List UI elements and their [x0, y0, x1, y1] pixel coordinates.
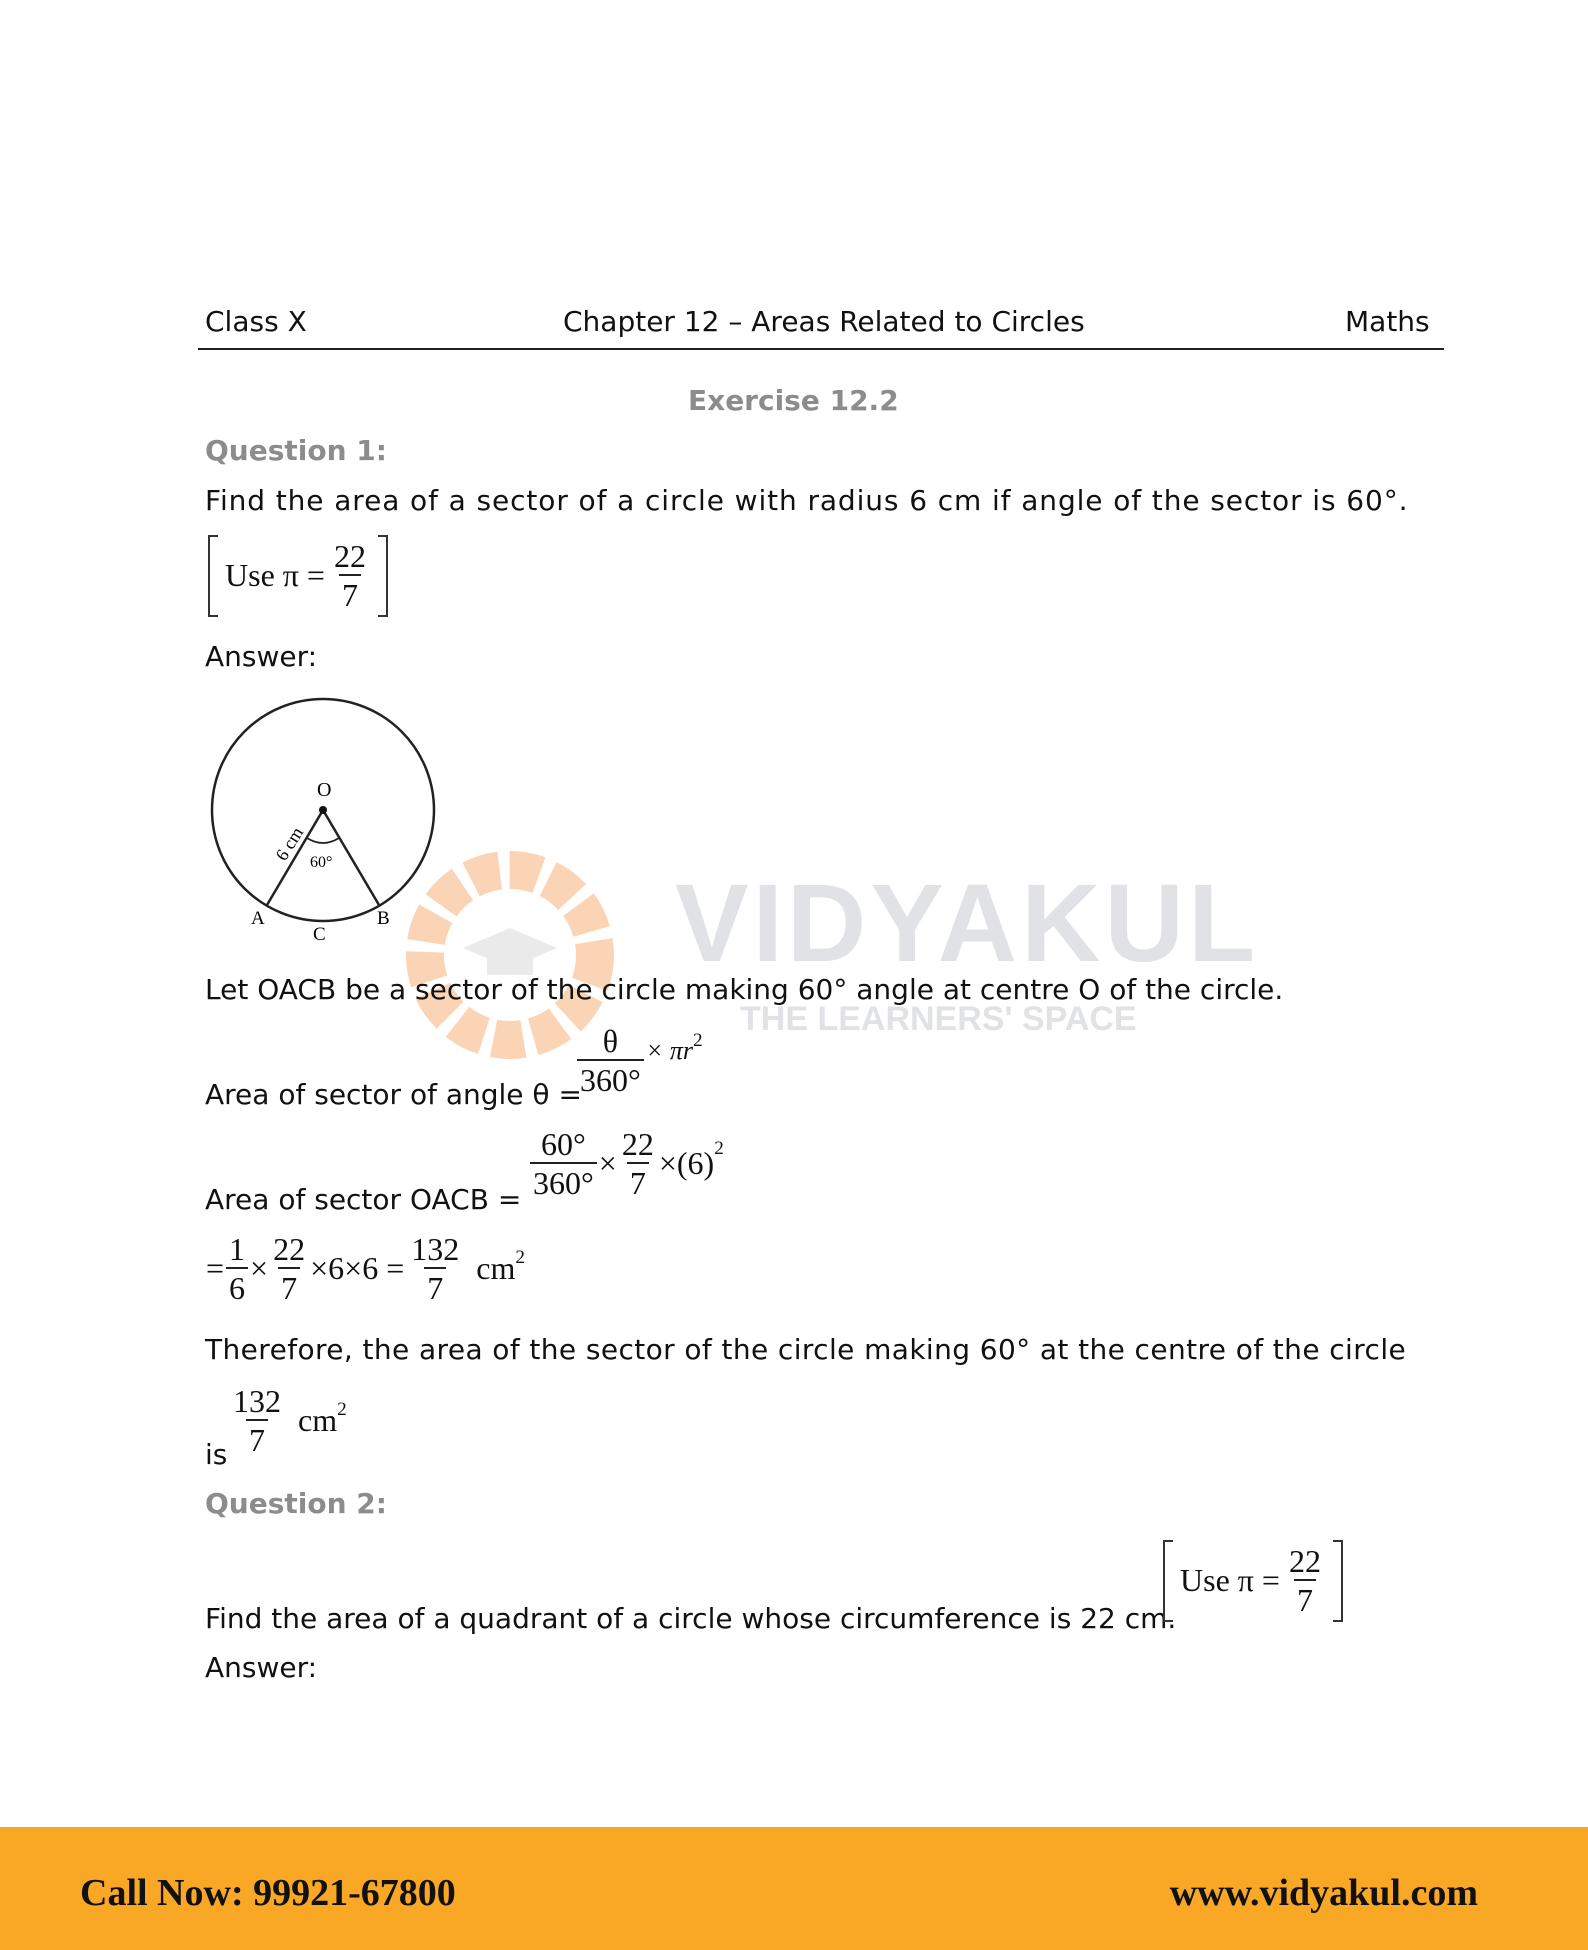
calc-num-2: 22: [273, 1231, 306, 1267]
oacb-den-1: 360°: [530, 1162, 597, 1199]
calc-num-3: 132: [411, 1231, 460, 1267]
question-1-label: Question 1:: [205, 434, 387, 467]
calc-den-2: 7: [278, 1267, 300, 1304]
use-pi-note-2: [1163, 1540, 1343, 1622]
oacb-label: Area of sector OACB =: [205, 1183, 522, 1216]
formula-label: Area of sector of angle θ =: [205, 1078, 582, 1111]
calc-mid: ×6×6 =: [310, 1250, 405, 1286]
calc-unit: cm: [476, 1250, 516, 1286]
result-denominator: 7: [246, 1419, 268, 1456]
use-pi-prefix: Use π =: [225, 557, 325, 593]
oacb-exponent: 2: [714, 1137, 724, 1159]
oacb-num-1: 60°: [541, 1126, 586, 1162]
calc-num-1: 1: [229, 1231, 246, 1267]
formula-exponent: 2: [693, 1029, 703, 1051]
calc-den-1: 6: [226, 1267, 248, 1304]
header-chapter: Chapter 12 – Areas Related to Circles: [563, 305, 1085, 338]
footer-bar: [0, 1827, 1588, 1950]
pi-denominator-2: 7: [1294, 1579, 1316, 1616]
watermark-brand: VIDYAKUL: [675, 862, 1260, 985]
answer-1-label: Answer:: [205, 640, 318, 673]
question-2-text: Find the area of a quadrant of a circle whose circumference is 22 cm.: [205, 1602, 1177, 1635]
conclusion-text: Therefore, the area of the sector of the circle making 60° at the centre of the circle: [205, 1333, 1407, 1366]
label-angle: 60°: [310, 854, 333, 871]
footer-website[interactable]: www.vidyakul.com: [1169, 1872, 1478, 1914]
question-1-text: Find the area of a sector of a circle with radius 6 cm if angle of the sector is 60°.: [205, 484, 1409, 517]
conclusion-is: is: [205, 1438, 228, 1471]
oacb-num-2: 22: [621, 1126, 654, 1162]
calc-equals: =: [206, 1250, 225, 1286]
formula-numerator: θ: [602, 1023, 619, 1059]
result-expression: [228, 1385, 347, 1456]
calculation-line: = $\frac{1}{6}$ × $\frac{22}{7}$ ×6×6 = $\frac{132}{7}$ cm $^2$: [206, 1231, 525, 1306]
header-class: Class X: [205, 305, 307, 338]
pi-numerator: 22: [333, 538, 366, 574]
answer-2-label: Answer:: [205, 1651, 318, 1684]
oacb-tail: ×(6): [658, 1145, 715, 1181]
label-radius: 6 cm: [271, 823, 308, 865]
use-pi-prefix-2: Use π =: [1180, 1562, 1280, 1598]
result-exponent: 2: [337, 1398, 347, 1420]
result-unit: cm: [298, 1402, 338, 1438]
label-c: C: [313, 924, 326, 945]
label-o: O: [317, 779, 332, 801]
oacb-expression: $\frac{60^\circ}{360^\circ}$ × $\frac{22}{7}$ ×(6) $^2$: [528, 1128, 724, 1199]
center-point: [319, 806, 327, 814]
question-2-label: Question 2:: [205, 1487, 387, 1520]
sector-formula: [575, 1025, 703, 1096]
footer-call[interactable]: Call Now: 99921-67800: [80, 1872, 456, 1914]
pi-numerator-2: 22: [1288, 1543, 1321, 1579]
watermark: [395, 840, 1260, 1070]
label-b: B: [377, 908, 390, 929]
result-numerator: 132: [233, 1383, 281, 1419]
sector-figure: [205, 690, 450, 955]
oacb-den-2: 7: [627, 1162, 649, 1199]
exercise-title: Exercise 12.2: [688, 384, 899, 417]
label-a: A: [251, 908, 265, 929]
calc-exponent: 2: [515, 1246, 525, 1268]
calc-den-3: 7: [424, 1267, 446, 1304]
pi-denominator: 7: [339, 574, 361, 611]
sector-definition: Let OACB be a sector of the circle making 60° angle at centre O of the circle.: [205, 973, 1284, 1006]
watermark-tagline: THE LEARNERS' SPACE: [740, 1000, 1137, 1038]
use-pi-note-1: [208, 535, 388, 617]
formula-rest: × πr: [645, 1035, 693, 1065]
header-rule: [198, 348, 1444, 350]
formula-denominator: 360°: [577, 1059, 644, 1096]
angle-arc: [307, 838, 339, 843]
header-subject: Maths: [1345, 305, 1430, 338]
